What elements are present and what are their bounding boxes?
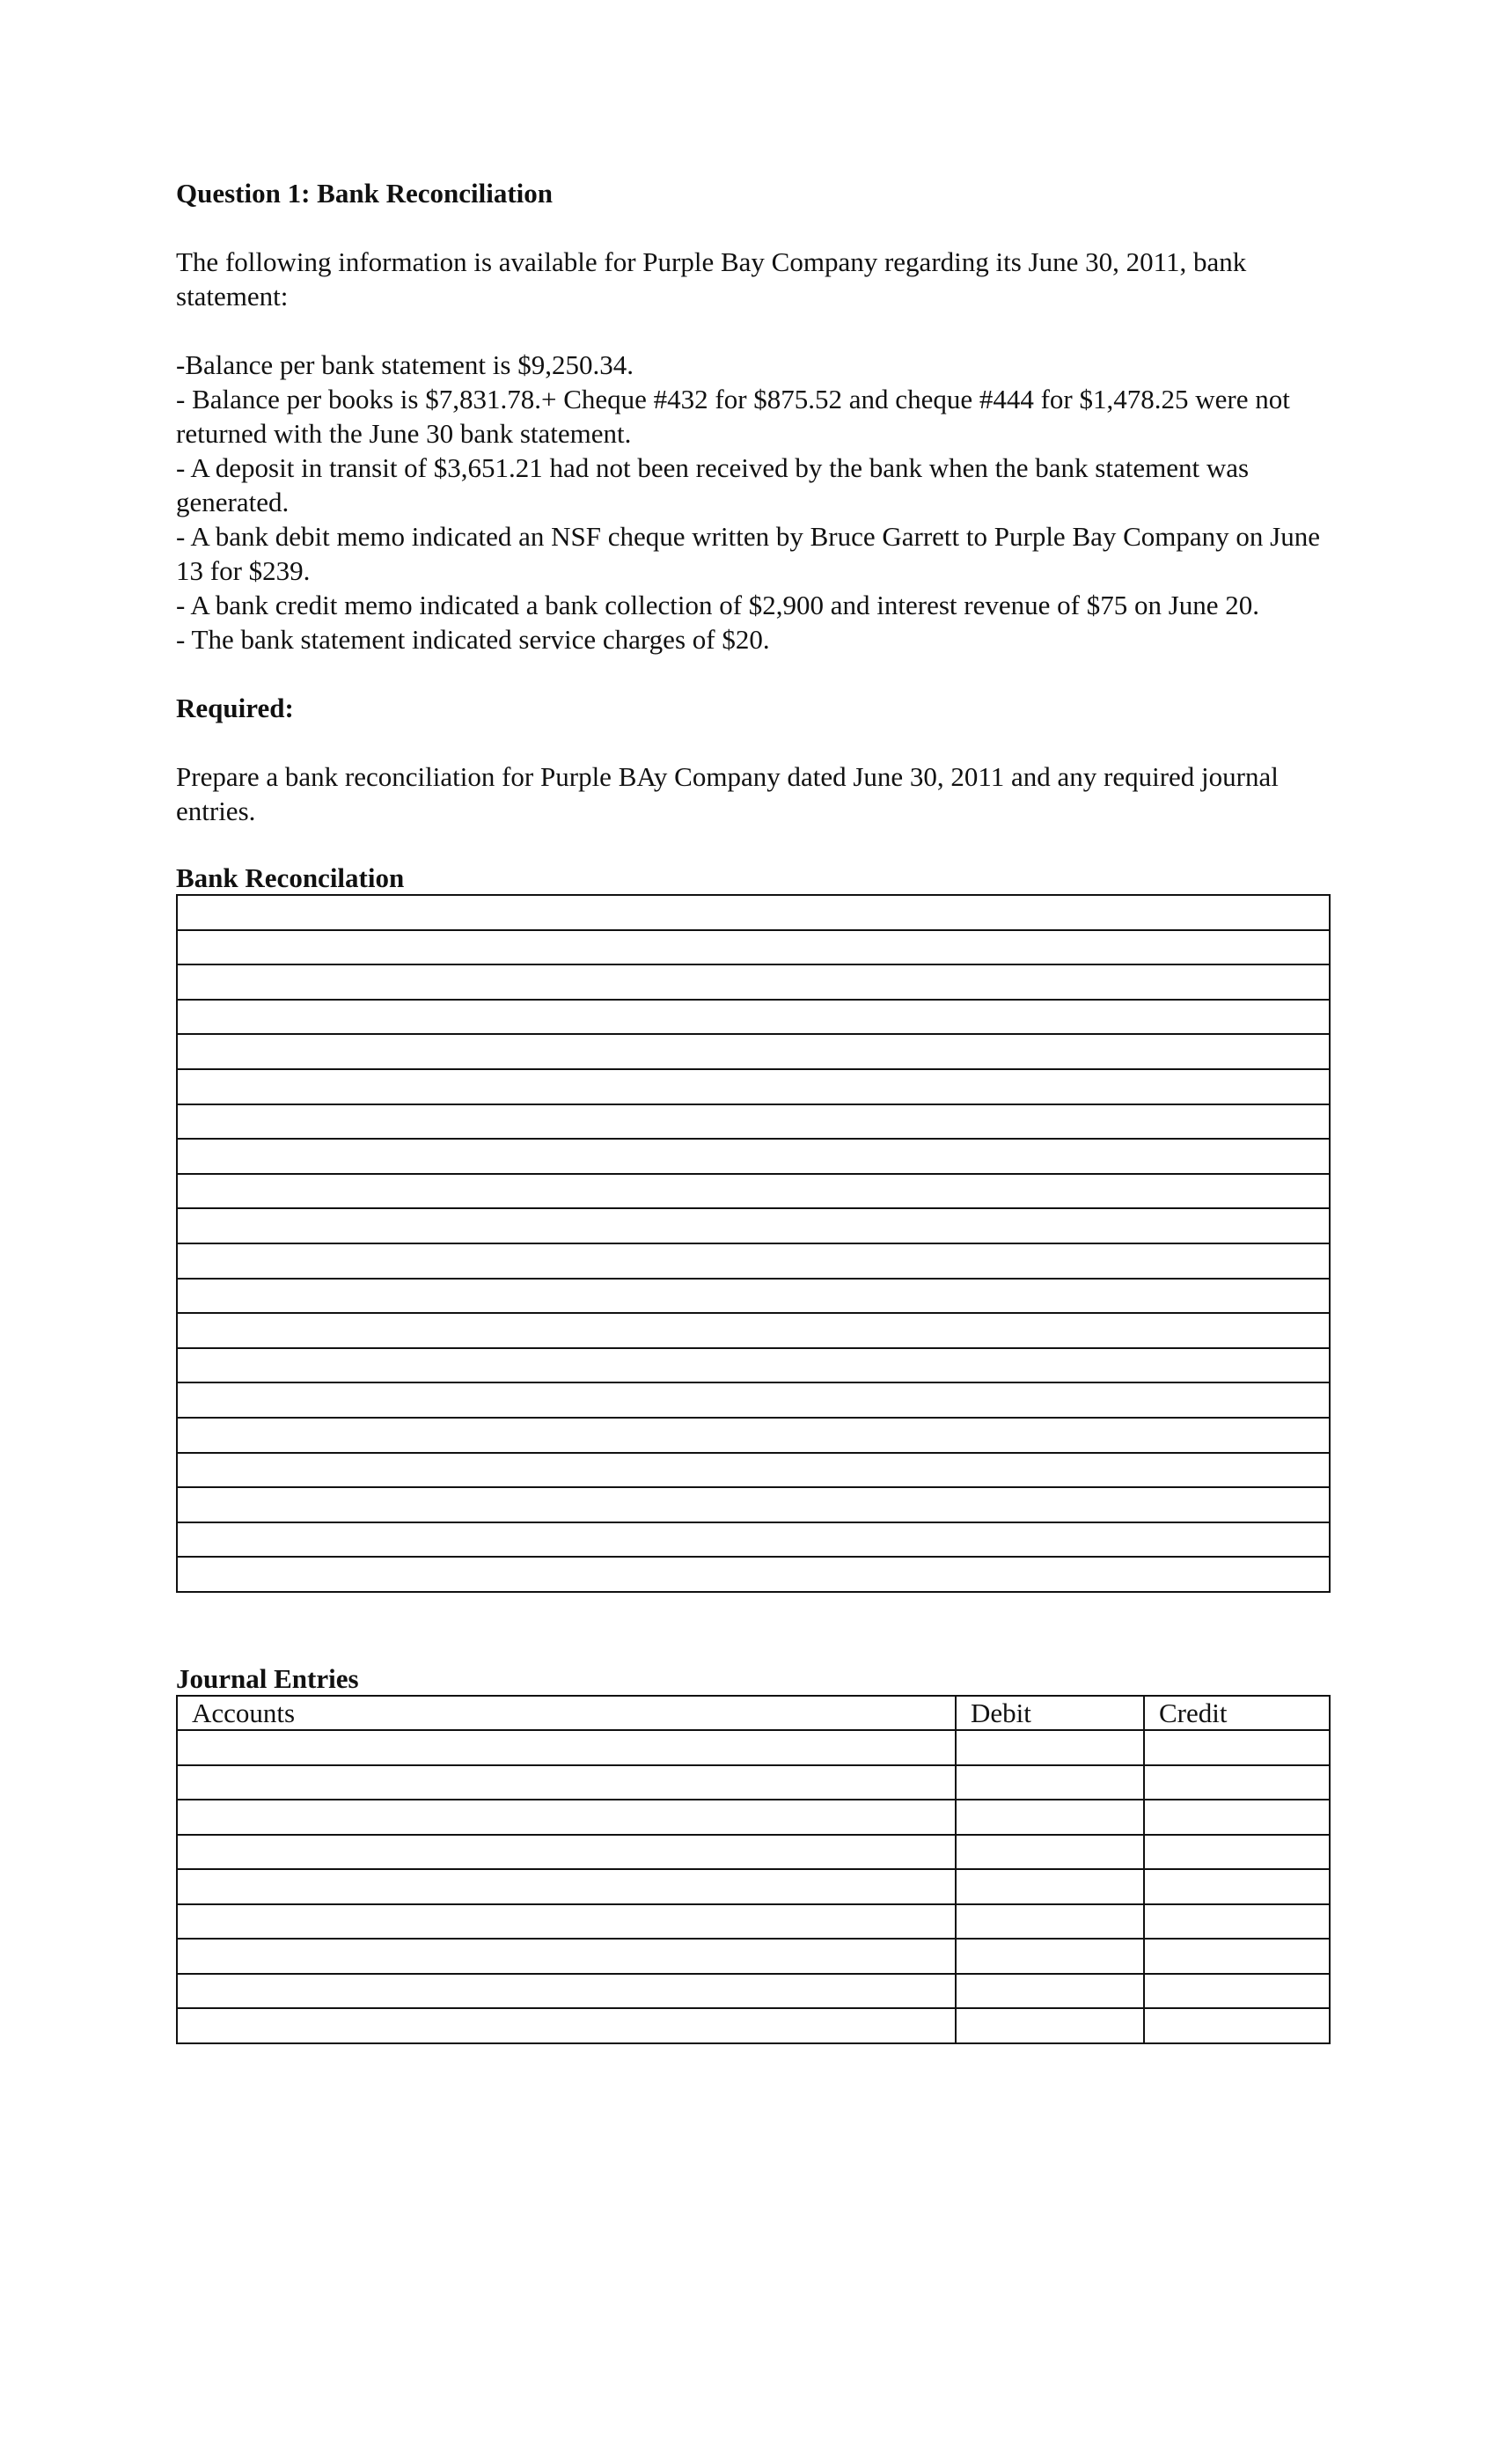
journal-debit-cell[interactable] [956,2008,1144,2043]
reconciliation-cell[interactable] [177,1487,1330,1522]
journal-row [177,1869,1330,1904]
reconciliation-cell[interactable] [177,1139,1330,1174]
reconciliation-row [177,895,1330,930]
reconciliation-row [177,1382,1330,1418]
reconciliation-row [177,1174,1330,1209]
reconciliation-row [177,964,1330,1000]
journal-row [177,1904,1330,1940]
question-item-3: - A deposit in transit of $3,651.21 had not been received by the bank when the bank statement was generated. [176,452,1250,517]
reconciliation-cell[interactable] [177,1000,1330,1035]
reconciliation-cell[interactable] [177,1034,1330,1069]
journal-debit-cell[interactable] [956,1800,1144,1835]
journal-credit-cell[interactable] [1144,2008,1330,2043]
reconciliation-row [177,1557,1330,1592]
reconciliation-cell[interactable] [177,1418,1330,1453]
journal-debit-cell[interactable] [956,1939,1144,1974]
reconciliation-cell[interactable] [177,1313,1330,1348]
journal-credit-cell[interactable] [1144,1939,1330,1974]
journal-header-row [177,1696,1330,1731]
journal-credit-cell[interactable] [1144,1765,1330,1800]
reconciliation-row [177,1418,1330,1453]
journal-debit-cell[interactable] [956,1869,1144,1904]
reconciliation-row [177,1069,1330,1104]
question-item-2: - Balance per books is $7,831.78.+ Cheque #432 for $875.52 and cheque #444 for $1,478.25 were not returned with the June 30 bank statement. [176,384,1290,449]
journal-accounts-cell[interactable] [177,1835,956,1870]
journal-debit-cell[interactable] [956,1904,1144,1940]
reconciliation-row [177,1104,1330,1140]
reconciliation-row [177,1279,1330,1314]
journal-accounts-cell[interactable] [177,1800,956,1835]
reconciliation-cell[interactable] [177,1069,1330,1104]
question-title: Question 1: Bank Reconciliation [176,178,554,209]
reconciliation-row [177,1139,1330,1174]
journal-credit-cell[interactable] [1144,1904,1330,1940]
journal-row [177,2008,1330,2043]
reconciliation-row [177,1313,1330,1348]
worksheet-content [176,176,1329,2044]
journal-credit-cell[interactable] [1144,1800,1330,1835]
journal-accounts-cell[interactable] [177,1974,956,2009]
reconciliation-cell[interactable] [177,1208,1330,1243]
reconciliation-row [177,1243,1330,1279]
journal-debit-cell[interactable] [956,1835,1144,1870]
journal-credit-cell[interactable] [1144,1835,1330,1870]
reconciliation-cell[interactable] [177,1522,1330,1558]
reconciliation-cell[interactable] [177,1104,1330,1140]
journal-accounts-cell[interactable] [177,1730,956,1765]
accounts-column-header: Accounts [177,1696,956,1731]
reconciliation-row [177,1208,1330,1243]
reconciliation-cell[interactable] [177,1174,1330,1209]
question-items [176,348,1329,656]
journal-accounts-cell[interactable] [177,1765,956,1800]
credit-column-header: Credit [1144,1696,1330,1731]
reconciliation-cell[interactable] [177,1382,1330,1418]
debit-column-header: Debit [956,1696,1144,1731]
reconciliation-row [177,1348,1330,1383]
journal-accounts-cell[interactable] [177,1904,956,1940]
journal-debit-cell[interactable] [956,1974,1144,2009]
question-item-1: -Balance per bank statement is $9,250.34. [176,349,634,380]
journal-row [177,1765,1330,1800]
journal-debit-cell[interactable] [956,1765,1144,1800]
question-item-5: - A bank credit memo indicated a bank collection of $2,900 and interest revenue of $75 on June 20. [176,590,1260,620]
reconciliation-cell[interactable] [177,1557,1330,1592]
journal-accounts-cell[interactable] [177,2008,956,2043]
journal-credit-cell[interactable] [1144,1869,1330,1904]
reconciliation-row [177,1453,1330,1488]
reconciliation-cell[interactable] [177,1243,1330,1279]
journal-entries-title: Journal Entries [176,1662,359,1694]
reconciliation-cell[interactable] [177,895,1330,930]
reconciliation-row [177,1000,1330,1035]
question-item-6: - The bank statement indicated service charges of $20. [176,624,770,655]
journal-credit-cell[interactable] [1144,1974,1330,2009]
reconciliation-row [177,1522,1330,1558]
bank-reconciliation-title: Bank Reconcilation [176,862,405,893]
bank-reconciliation-table [176,894,1331,1593]
journal-credit-cell[interactable] [1144,1730,1330,1765]
required-label: Required: [176,693,294,723]
journal-row [177,1800,1330,1835]
journal-row [177,1730,1330,1765]
reconciliation-row [177,1487,1330,1522]
journal-entries-table [176,1695,1331,2044]
reconciliation-cell[interactable] [177,930,1330,965]
journal-row [177,1939,1330,1974]
journal-row [177,1835,1330,1870]
reconciliation-cell[interactable] [177,1453,1330,1488]
reconciliation-cell[interactable] [177,1279,1330,1314]
reconciliation-cell[interactable] [177,1348,1330,1383]
journal-accounts-cell[interactable] [177,1869,956,1904]
required-text: Prepare a bank reconciliation for Purple BAy Company dated June 30, 2011 and any required journal entries. [176,761,1279,826]
journal-debit-cell[interactable] [956,1730,1144,1765]
reconciliation-cell[interactable] [177,964,1330,1000]
journal-row [177,1974,1330,2009]
reconciliation-row [177,1034,1330,1069]
journal-accounts-cell[interactable] [177,1939,956,1974]
reconciliation-row [177,930,1330,965]
question-item-4: - A bank debit memo indicated an NSF cheque written by Bruce Garrett to Purple Bay Company on June 13 for $239. [176,521,1321,586]
question-intro: The following information is available for Purple Bay Company regarding its June 30, 2011, bank statement: [176,246,1247,312]
